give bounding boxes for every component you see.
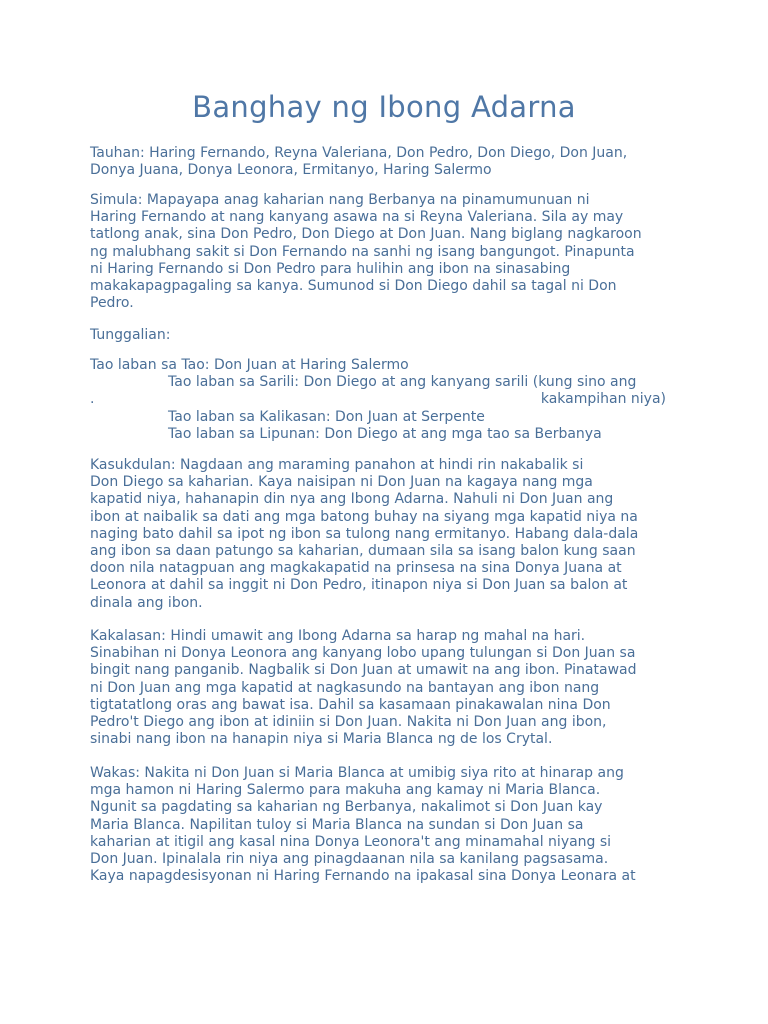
text-line: tatlong anak, sina Don Pedro, Don Diego at Don Juan. Nang biglang nagkaroon — [90, 226, 642, 243]
conflict-item-continuation — [90, 391, 690, 408]
text-line: kaharian at itigil ang kasal nina Donya Leonora't ang minamahal niyang si — [90, 833, 612, 850]
text-line: Haring Fernando at nang kanyang asawa na si Reyna Valeriana. Sila ay may — [90, 209, 624, 226]
text-line: naging bato dahil sa ipot ng ibon sa tulong nang ermitanyo. Habang dala-dala — [90, 525, 639, 542]
tunggalian-heading — [90, 327, 690, 344]
text-line: ibon at naibalik sa dati ang mga batong buhay na siyang mga kapatid niya na — [90, 508, 638, 525]
text-line: Pedro't Diego ang ibon at idiniin si Don Juan. Nakita ni Don Juan ang ibon, — [90, 714, 607, 731]
stray-dot: . — [90, 391, 95, 408]
kakalasan-paragraph — [90, 628, 690, 748]
simula-paragraph — [90, 192, 690, 312]
text-line: dinala ang ibon. — [90, 594, 203, 611]
conflict-item: Tao laban sa Kalikasan: Don Juan at Serpente — [168, 408, 485, 425]
text-line: Leonora at dahil sa inggit ni Don Pedro, itinapon niya si Don Juan sa balon at — [90, 577, 628, 594]
text-line: makakapagpagaling sa kanya. Sumunod si Don Diego dahil sa tagal ni Don — [90, 278, 617, 295]
text-line: ni Don Juan ang mga kapatid at nagkasundo na bantayan ang ibon nang — [90, 679, 600, 696]
text-line: Maria Blanca. Napilitan tuloy si Maria Blanca na sundan si Don Juan sa — [90, 816, 584, 833]
conflict-item: Tao laban sa Tao: Don Juan at Haring Salermo — [90, 357, 409, 373]
text-line: doon nila natagpuan ang magkakapatid na prinsesa na sina Donya Juana at — [90, 560, 622, 577]
text-line: Simula: Mapayapa anag kaharian nang Berbanya na pinamumunuan ni — [90, 192, 590, 208]
text-line: bingit nang panganib. Nagbalik si Don Juan at umawit na ang ibon. Pinatawad — [90, 662, 637, 679]
tauhan-paragraph — [90, 145, 690, 179]
text-line: kakampihan niya) — [540, 391, 666, 408]
text-line: sinabi nang ibon na hanapin niya si Maria Blanca ng de los Crytal. — [90, 731, 553, 748]
text-line: Wakas: Nakita ni Don Juan si Maria Blanca at umibig siya rito at hinarap ang — [90, 765, 624, 781]
text-line: Kaya napagdesisyonan ni Haring Fernando na ipakasal sina Donya Leonara at — [90, 868, 636, 885]
text-line: Kasukdulan: Nagdaan ang maraming panahon at hindi rin nakabalik si — [90, 457, 584, 473]
text-line: Tunggalian: — [90, 327, 171, 343]
text-line: kapatid niya, hahanapin din nya ang Ibong Adarna. Nahuli ni Don Juan ang — [90, 491, 614, 508]
text-line: Ngunit sa pagdating sa kaharian ng Berbanya, nakalimot si Don Juan kay — [90, 799, 603, 816]
text-line: Tauhan: Haring Fernando, Reyna Valeriana, Don Pedro, Don Diego, Don Juan, — [90, 145, 628, 161]
text-line: ng malubhang sakit si Don Fernando na sanhi ng isang bangungot. Pinapunta — [90, 243, 635, 260]
text-line: Donya Juana, Donya Leonora, Ermitanyo, Haring Salermo — [90, 162, 492, 179]
text-line: ang ibon sa daan patungo sa kaharian, dumaan sila sa isang balon kung saan — [90, 543, 636, 560]
text-line: Don Juan. Ipinalala rin niya ang pinagdaanan nila sa kanilang pagsasama. — [90, 851, 609, 868]
text-line: mga hamon ni Haring Salermo para makuha ang kamay ni Maria Blanca. — [90, 782, 601, 799]
text-line: ni Haring Fernando si Don Pedro para hulihin ang ibon na sinasabing — [90, 260, 571, 277]
text-line: Pedro. — [90, 295, 134, 312]
text-line: Sinabihan ni Donya Leonora ang kanyang lobo upang tulungan si Don Juan sa — [90, 645, 636, 662]
text-line: tigtatatlong oras ang bawat isa. Dahil sa kasamaan pinakawalan nina Don — [90, 696, 611, 713]
text-line: Don Diego sa kaharian. Kaya naisipan ni Don Juan na kagaya nang mga — [90, 474, 593, 491]
conflict-item: Tao laban sa Sarili: Don Diego at ang kanyang sarili (kung sino ang — [168, 374, 637, 391]
wakas-paragraph — [90, 765, 690, 885]
conflict-item: Tao laban sa Lipunan: Don Diego at ang mga tao sa Berbanya — [168, 425, 602, 442]
tunggalian-list — [90, 357, 690, 443]
text-line: Kakalasan: Hindi umawit ang Ibong Adarna sa harap ng mahal na hari. — [90, 628, 586, 644]
kasukdulan-paragraph — [90, 457, 690, 612]
page-title: Banghay ng Ibong Adarna — [192, 90, 576, 124]
